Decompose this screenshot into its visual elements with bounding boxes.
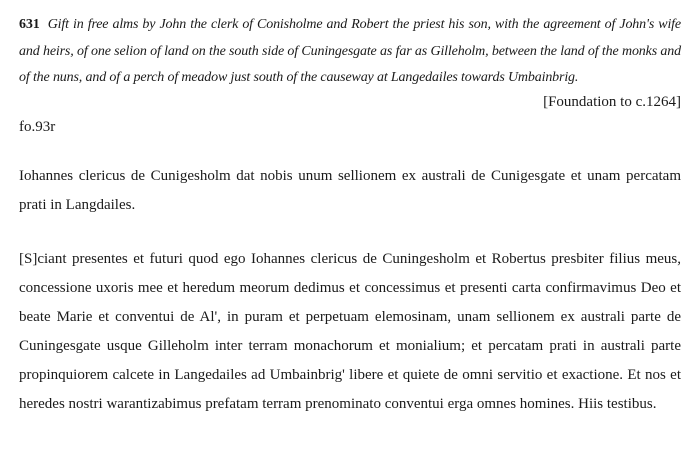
entry-dating: [Foundation to c.1264] <box>543 93 681 110</box>
latin-rubric: Iohannes clericus de Cunigesholm dat nobis unum sellionem ex australi de Cunigesgate et unam percatam prati in Langdailes. <box>19 167 681 213</box>
folio-reference: fo.93r <box>19 118 56 135</box>
charter-text: [S]ciant presentes et futuri quod ego Iohannes clericus de Cuningesholm et Robertus presbiter filius meus, concessione uxoris mee et heredum meorum dedimus et concessimus et presenti carta confirmavimus Deo et beate Marie et conventui de Al', in puram et perpetuam elemosinam, unam sellionem ex australi parte de Cuningesgate usque Gilleholm inter terram monachorum et monialium; et percatam prati in australi parte propinquiorem calcete in Langedailes ad Umbainbrig' libere et quiete de omni servitio et exactione. Et nos et heredes nostri warantizabimus prefatam terram prenominato conventui erga omnes homines. Hiis testibus. <box>19 250 681 412</box>
entry-summary <box>19 12 681 92</box>
document-page <box>19 12 681 419</box>
entry-number: 631 <box>19 17 40 32</box>
entry-summary-text: Gift in free alms by John the clerk of Conisholme and Robert the priest his son, with the agreement of John's wife and heirs, of one selion of land on the south side of Cuningesgate as far as Gilleholm, between the land of the monks and of the nuns, and of a perch of meadow just south of the causeway at Langedailes towards Umbainbrig. <box>19 17 681 85</box>
